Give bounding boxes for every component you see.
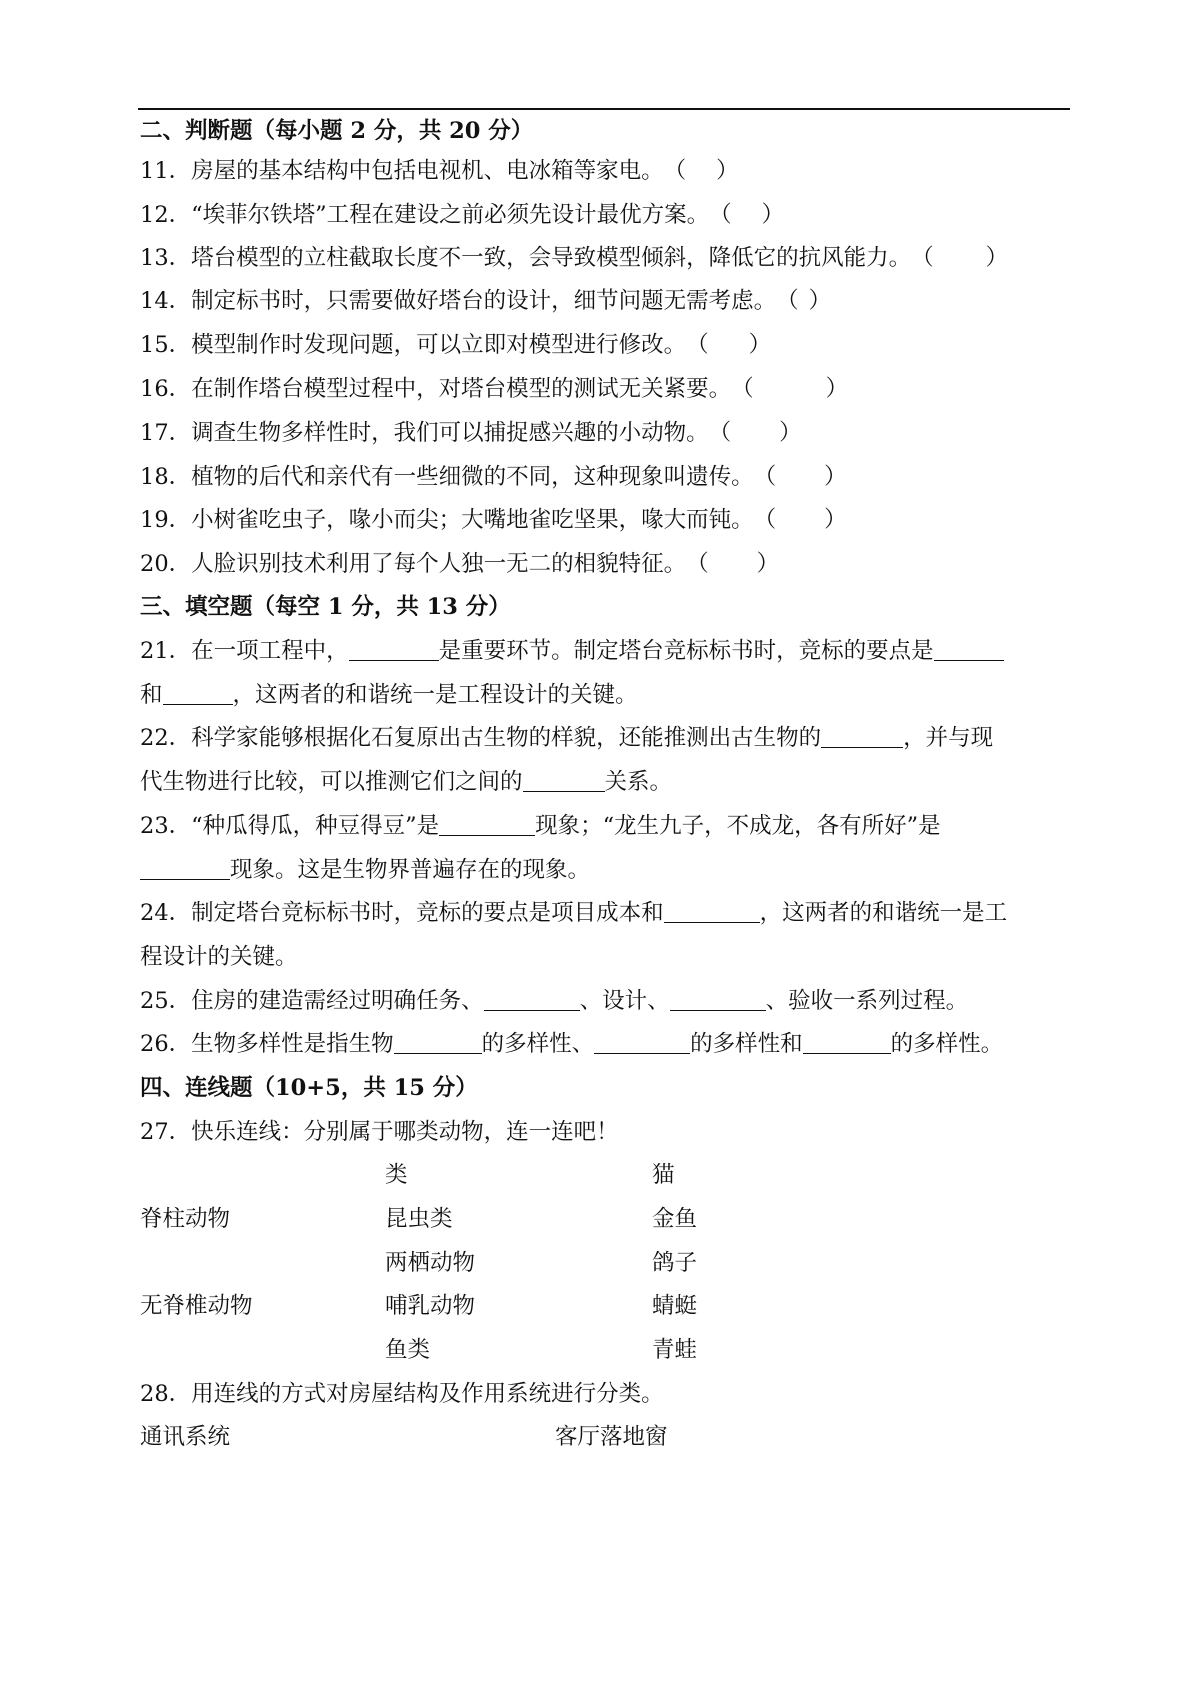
judge-item-11: 11．房屋的基本结构中包括电视机、电冰箱等家电。（ ） [140,158,739,184]
judge-item-18: 18．植物的后代和亲代有一些细微的不同，这种现象叫遗传。（ ） [140,464,847,490]
fill-item-21-line1: 21．在一项工程中， 是重要环节。制定塔台竞标标书时，竞标的要点是 [140,636,1075,666]
match-middle-item[interactable]: 昆虫类 [385,1206,453,1232]
match-right-item[interactable]: 青蛙 [652,1337,698,1363]
match-right-item[interactable]: 客厅落地窗 [555,1424,668,1450]
match-right-item[interactable]: 鸽子 [652,1250,698,1276]
judge-item-20: 20．人脸识别技术利用了每个人独一无二的相貌特征。（ ） [140,551,780,577]
answer-paren[interactable]: （ ） [911,245,1009,271]
answer-paren[interactable]: （ ） [709,202,785,228]
answer-blank[interactable] [439,813,535,836]
answer-paren[interactable]: （ ） [776,288,832,314]
judge-item-19: 19．小树雀吃虫子，喙小而尖；大嘴地雀吃坚果，喙大而钝。（ ） [140,507,847,533]
judge-item-16: 16．在制作塔台模型过程中，对塔台模型的测试无关紧要。（ ） [140,376,849,402]
match-left-item[interactable]: 通讯系统 [140,1424,231,1450]
fill-item-22-line1: 22．科学家能够根据化石复原出古生物的样貌，还能推测出古生物的 ，并与现 [140,725,994,751]
section-title-match: 四、连线题（10+5，共 15 分） [140,1075,478,1101]
answer-paren[interactable]: （ ） [686,551,780,577]
judge-item-13: 13．塔台模型的立柱截取长度不一致，会导致模型倾斜，降低它的抗风能力。（ ） [140,245,1009,271]
answer-paren[interactable]: （ ） [663,158,739,184]
match-middle-item[interactable]: 哺乳动物 [385,1293,476,1319]
answer-blank[interactable] [670,988,766,1011]
answer-blank[interactable] [594,1031,690,1054]
match-left-item[interactable]: 脊柱动物 [140,1206,231,1232]
fill-item-23-line1: 23．“种瓜得瓜，种豆得豆”是 现象；“龙生九子，不成龙，各有所好”是 [140,813,941,839]
match-right-item[interactable]: 猫 [652,1162,675,1188]
match-middle-item[interactable]: 鱼类 [385,1337,431,1363]
answer-paren[interactable]: （ ） [753,464,847,490]
answer-paren[interactable]: （ ） [753,507,847,533]
match-middle-item[interactable]: 类 [385,1162,408,1188]
answer-blank[interactable] [664,900,760,923]
match-q28-prompt: 28．用连线的方式对房屋结构及作用系统进行分类。 [140,1381,664,1407]
fill-item-23-line2: 现象。这是生物界普遍存在的现象。 [140,855,1075,885]
judge-item-14: 14．制定标书时，只需要做好塔台的设计，细节问题无需考虑。（ ） [140,288,832,314]
match-middle-item[interactable]: 两栖动物 [385,1250,476,1276]
answer-blank[interactable] [821,725,903,748]
section-title-judge: 二、判断题（每小题 2 分，共 20 分） [140,118,534,144]
answer-paren[interactable]: （ ） [686,332,772,358]
fill-item-24-line2: 程设计的关键。 [140,944,298,970]
header-rule [138,108,1070,110]
fill-item-22-line2: 代生物进行比较，可以推测它们之间的 关系。 [140,769,673,795]
answer-blank[interactable] [484,988,580,1011]
answer-blank[interactable] [523,769,605,792]
answer-paren[interactable]: （ ） [708,420,802,446]
fill-item-26: 26．生物多样性是指生物 的多样性、 的多样性和 的多样性。 [140,1031,1004,1057]
answer-blank[interactable] [140,857,230,880]
judge-item-12: 12．“埃菲尔铁塔”工程在建设之前必须先设计最优方案。（ ） [140,202,785,228]
answer-blank[interactable] [163,682,233,705]
answer-blank[interactable] [394,1031,482,1054]
judge-item-15: 15．模型制作时发现问题，可以立即对模型进行修改。（ ） [140,332,772,358]
answer-blank[interactable] [349,638,439,661]
fill-item-25: 25．住房的建造需经过明确任务、 、设计、 、验收一系列过程。 [140,988,969,1014]
answer-blank[interactable] [803,1031,891,1054]
match-right-item[interactable]: 金鱼 [652,1206,698,1232]
match-left-item[interactable]: 无脊椎动物 [140,1293,253,1319]
fill-item-24-line1: 24．制定塔台竞标标书时，竞标的要点是项目成本和 ，这两者的和谐统一是工 [140,900,1008,926]
answer-blank[interactable] [934,638,1004,661]
judge-item-17: 17．调查生物多样性时，我们可以捕捉感兴趣的小动物。（ ） [140,420,802,446]
answer-paren[interactable]: （ ） [731,376,849,402]
fill-item-21-line2: 和 ，这两者的和谐统一是工程设计的关键。 [140,682,638,708]
section-title-fill: 三、填空题（每空 1 分，共 13 分） [140,594,511,620]
match-right-item[interactable]: 蜻蜓 [652,1293,698,1319]
match-q27-prompt: 27．快乐连线：分别属于哪类动物，连一连吧！ [140,1119,619,1145]
